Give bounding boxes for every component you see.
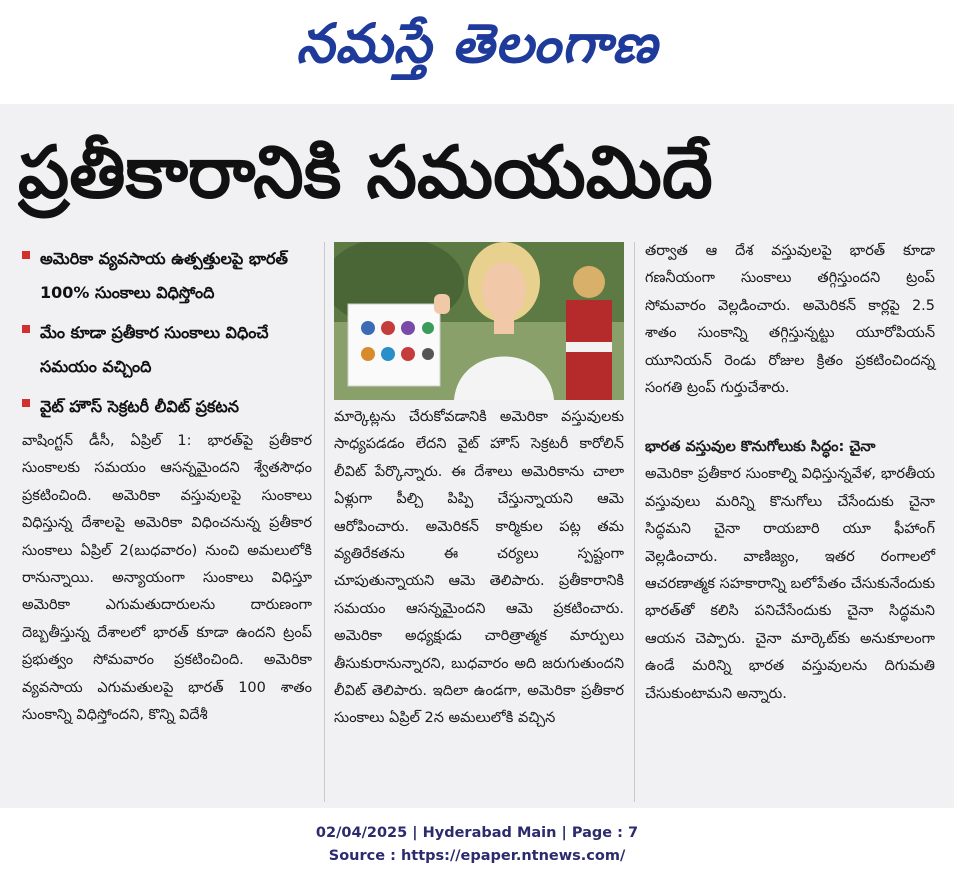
page-footer [0, 822, 954, 868]
bullet-square-icon [22, 325, 30, 333]
bullet-item [22, 390, 322, 424]
bullet-square-icon [22, 251, 30, 259]
column-divider [634, 242, 635, 802]
edition-info: 02/04/2025 | Hyderabad Main | Page : 7 [315, 825, 639, 841]
news-photo [334, 242, 624, 400]
bullet-item [22, 316, 322, 384]
article-column-3-continued [645, 434, 935, 708]
bullet-square-icon [22, 399, 30, 407]
section-body: అమెరికా ప్రతీకార సుంకాల్ని విధిస్తున్నవేళ, భారతీయ వస్తువులు మరిన్ని కొనుగోలు చేసేందుకు చైనా సిద్ధమని చైనా రాయబారి యూ ఫీహాంగ్ వెల్లడించారు. వాణిజ్యం, ఇతర రంగాలలో ఆచరణాత్మక సహకారాన్ని బలోపేతం చేసుకునేందుకు భారత్‌తో కలిసి పనిచేసేందుకు చైనా సిద్ధమని ఆయన చెప్పారు. చైనా మార్కెట్‌కు అనుకూలంగా ఉండే మరిన్ని భారత వస్తువులను దిగుమతి చేసుకుంటామని అన్నారు. [645, 466, 935, 702]
section-subheading: భారత వస్తువుల కొనుగోలుకు సిద్ధం: చైనా [645, 439, 876, 455]
source-link[interactable]: Source : https://epaper.ntnews.com/ [328, 848, 626, 864]
article-column-1: వాషింగ్టన్ డీసీ, ఏప్రిల్ 1: భారత్‌పై ప్రతీకార సుంకాలకు సమయం ఆసన్నమైందని శ్వేతసౌధం ప్రకటించింది. అమెరికా వస్తువులపై సుంకాలు విధిస్తున్న దేశాలపై అమెరికా విధించనున్న ప్రతీకార సుంకాలు ఏప్రిల్ 2(బుధవారం) నుంచి అమలులోకి రానున్నాయి. అన్యాయంగా సుంకాలు విధిస్తూ అమెరికా ఎగుమతుదారులను దారుణంగా దెబ్బతీస్తున్న దేశాలలో భారత్ కూడా ఉందని ట్రంప్ ప్రభుత్వం సోమవారం ప్రకటించింది. అమెరికా వ్యవసాయ ఎగుమతులపై భారత్ 100 శాతం సుంకాన్ని విధిస్తోందని, కొన్ని విదేశీ [22, 433, 312, 724]
article-column-2: మార్కెట్లను చేరుకోవడానికి అమెరికా వస్తువులకు సాధ్యపడడం లేదని వైట్ హౌస్ సెక్రటరీ కారోలిన్ లీవిట్ పేర్కొన్నారు. ఈ దేశాలు అమెరికాను చాలా ఏళ్లుగా పీల్చి పిప్పి చేస్తున్నాయని ఆమె ఆరోపించారు. అమెరికన్ కార్మికుల పట్ల తమ వ్యతిరేకతను ఈ చర్యలు స్పష్టంగా చూపుతున్నాయని ఆమె తెలిపారు. ప్రతీకారానికి సమయం ఆసన్నమైందని ఆమె ప్రకటించారు. అమెరికా అధ్యక్షుడు చారిత్రాత్మక మార్పులు తీసుకురానున్నారని, బుధవారం అది జరుగుతుందని లీవిట్ తెలిపారు. ఇదిలా ఉండగా, అమెరికా ప్రతీకార సుంకాలు ఏప్రిల్ 2న అమలులోకి వచ్చిన [334, 409, 624, 727]
bullet-text: వైట్ హౌస్ సెక్రటరీ లీవిట్ ప్రకటన [40, 397, 239, 416]
article-block [0, 104, 954, 808]
masthead [0, 0, 954, 100]
photo-illustration [334, 242, 624, 400]
highlight-bullets [22, 242, 322, 430]
bullet-text: అమెరికా వ్యవసాయ ఉత్పత్తులపై భారత్ 100% సుంకాలు విధిస్తోంది [40, 249, 288, 302]
headline: ప్రతీకారానికి సమయమిదే [18, 130, 713, 214]
article-column-3: తర్వాత ఆ దేశ వస్తువులపై భారత్ కూడా గణనీయంగా సుంకాలు తగ్గిస్తుందని ట్రంప్ సోమవారం వెల్లడించారు. అమెరికన్ కార్లపై 2.5 శాతం సుంకాన్ని తగ్గిస్తున్నట్టు యూరోపియన్ యూనియన్ రెండు రోజుల క్రితం ప్రకటించిందన్న సంగతి ట్రంప్ గుర్తుచేశారు. [645, 243, 935, 397]
bullet-item [22, 242, 322, 310]
newspaper-logo: నమస్తే తెలంగాణ [296, 11, 658, 75]
bullet-text: మేం కూడా ప్రతీకార సుంకాలు విధించే సమయం వచ్చింది [40, 323, 269, 376]
column-divider [324, 242, 325, 802]
